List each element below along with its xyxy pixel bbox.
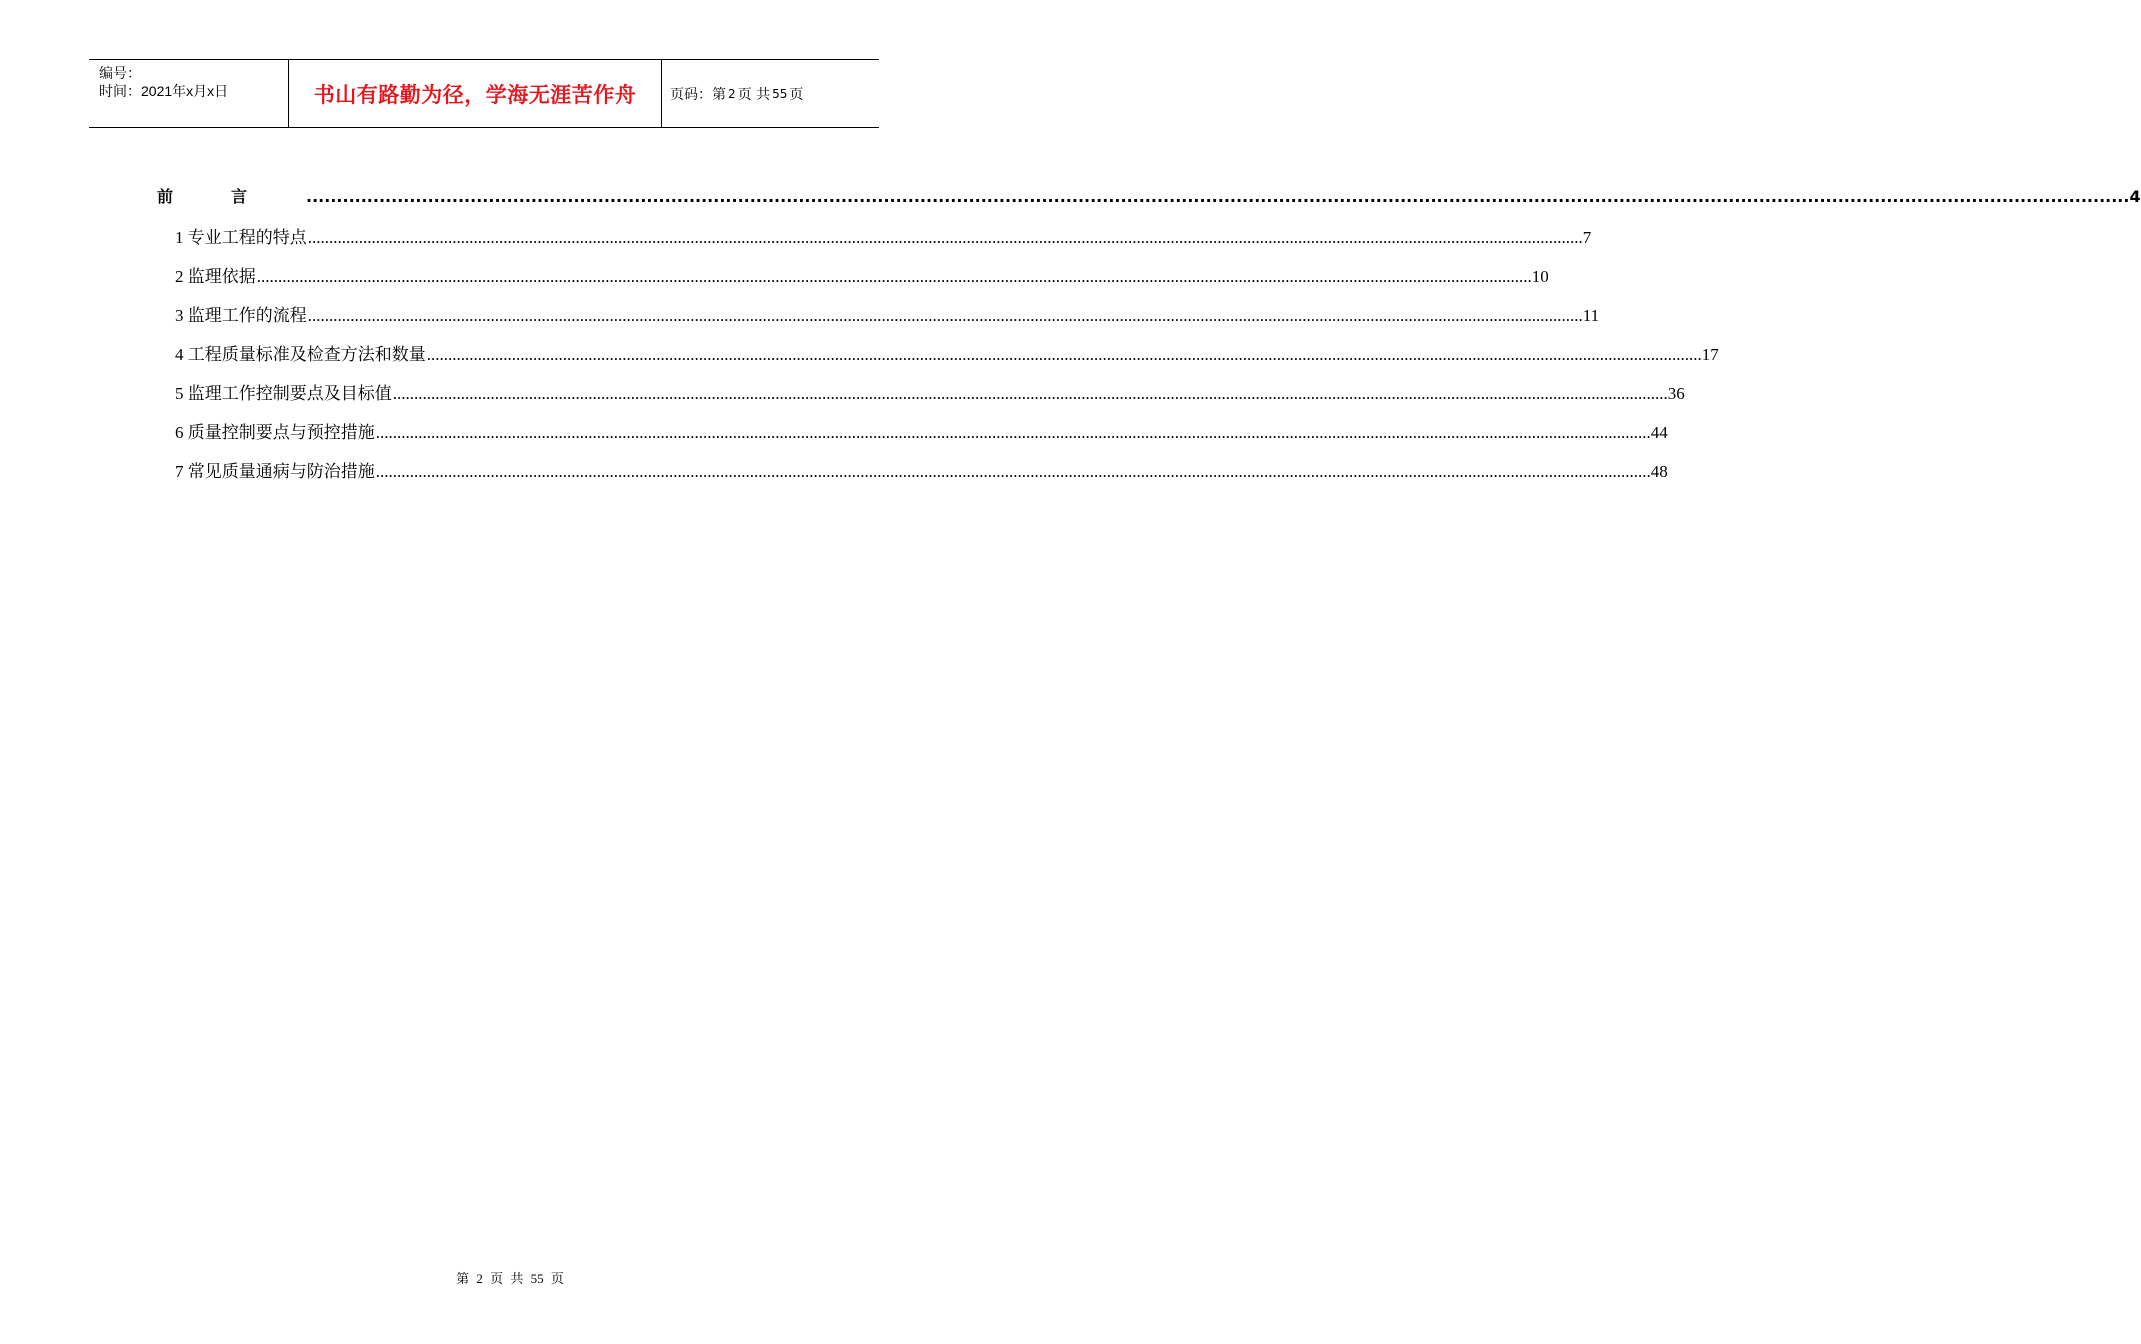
toc-entry[interactable] (157, 457, 1668, 496)
toc-leader-dots: ............................................................................................................................................................................................................................................................................................................ (375, 462, 1651, 481)
toc-entry[interactable] (157, 418, 1668, 457)
toc-leader-dots: ............................................................................................................................................................................................................................................................................................................ (375, 423, 1651, 442)
toc-entry-label: 前言 (157, 187, 306, 206)
toc-entry-page: 48 (1650, 462, 1668, 481)
header-meta (89, 60, 289, 127)
toc-entry-page: 7 (1582, 228, 1592, 247)
toc-leader-dots: ............................................................................................................................................................................................................................................................................................................ (426, 345, 1702, 364)
page-prefix: 页码：第 (670, 86, 726, 103)
toc-leader-dots: ............................................................................................................................................................................................................................................................................................................ (307, 228, 1583, 247)
time-label: 时间：2021年x月x日 (99, 83, 229, 99)
toc-entry-label: 3 监理工作的流程 (175, 306, 307, 325)
page-footer: 第 2 页 共 55 页 (456, 1271, 564, 1286)
toc-entry[interactable] (157, 262, 1549, 301)
toc-entry[interactable] (157, 301, 1600, 340)
toc-entry-label: 4 工程质量标准及检查方法和数量 (175, 345, 426, 364)
toc-entry[interactable] (157, 340, 1719, 379)
toc-entry-page: 11 (1582, 306, 1600, 325)
toc-entry-page: 17 (1701, 345, 1719, 364)
page-mid: 页 共 (737, 86, 771, 103)
toc-leader-dots: ............................................................................................................................................................................................................................................................................................................ (306, 187, 2130, 206)
header-page-info (662, 60, 879, 127)
toc-leader-dots: ............................................................................................................................................................................................................................................................................................................ (307, 306, 1583, 325)
toc-entry[interactable] (157, 379, 1685, 418)
toc-entry-preface[interactable] (157, 184, 2141, 223)
toc-entry[interactable] (157, 223, 1592, 262)
toc-entry-page: 44 (1650, 423, 1668, 442)
toc-entry-page: 10 (1531, 267, 1549, 286)
toc-entry-label: 5 监理工作控制要点及目标值 (175, 384, 392, 403)
header-motto: 书山有路勤为径，学海无涯苦作舟 (289, 60, 662, 127)
toc-leader-dots: ............................................................................................................................................................................................................................................................................................................ (392, 384, 1668, 403)
toc-leader-dots: ............................................................................................................................................................................................................................................................................................................ (256, 267, 1532, 286)
table-of-contents (157, 184, 2141, 496)
page-total: 55 (772, 86, 788, 101)
page-header (89, 59, 879, 128)
toc-entry-page: 4 (2129, 187, 2141, 206)
toc-entry-page: 36 (1667, 384, 1685, 403)
code-label: 编号： (99, 65, 141, 81)
page-suffix: 页 (789, 86, 804, 103)
toc-entry-label: 1 专业工程的特点 (175, 228, 307, 247)
page-current: 2 (728, 86, 736, 101)
toc-entry-label: 6 质量控制要点与预控措施 (175, 423, 375, 442)
toc-entry-label: 7 常见质量通病与防治措施 (175, 462, 375, 481)
toc-entry-label: 2 监理依据 (175, 267, 256, 286)
